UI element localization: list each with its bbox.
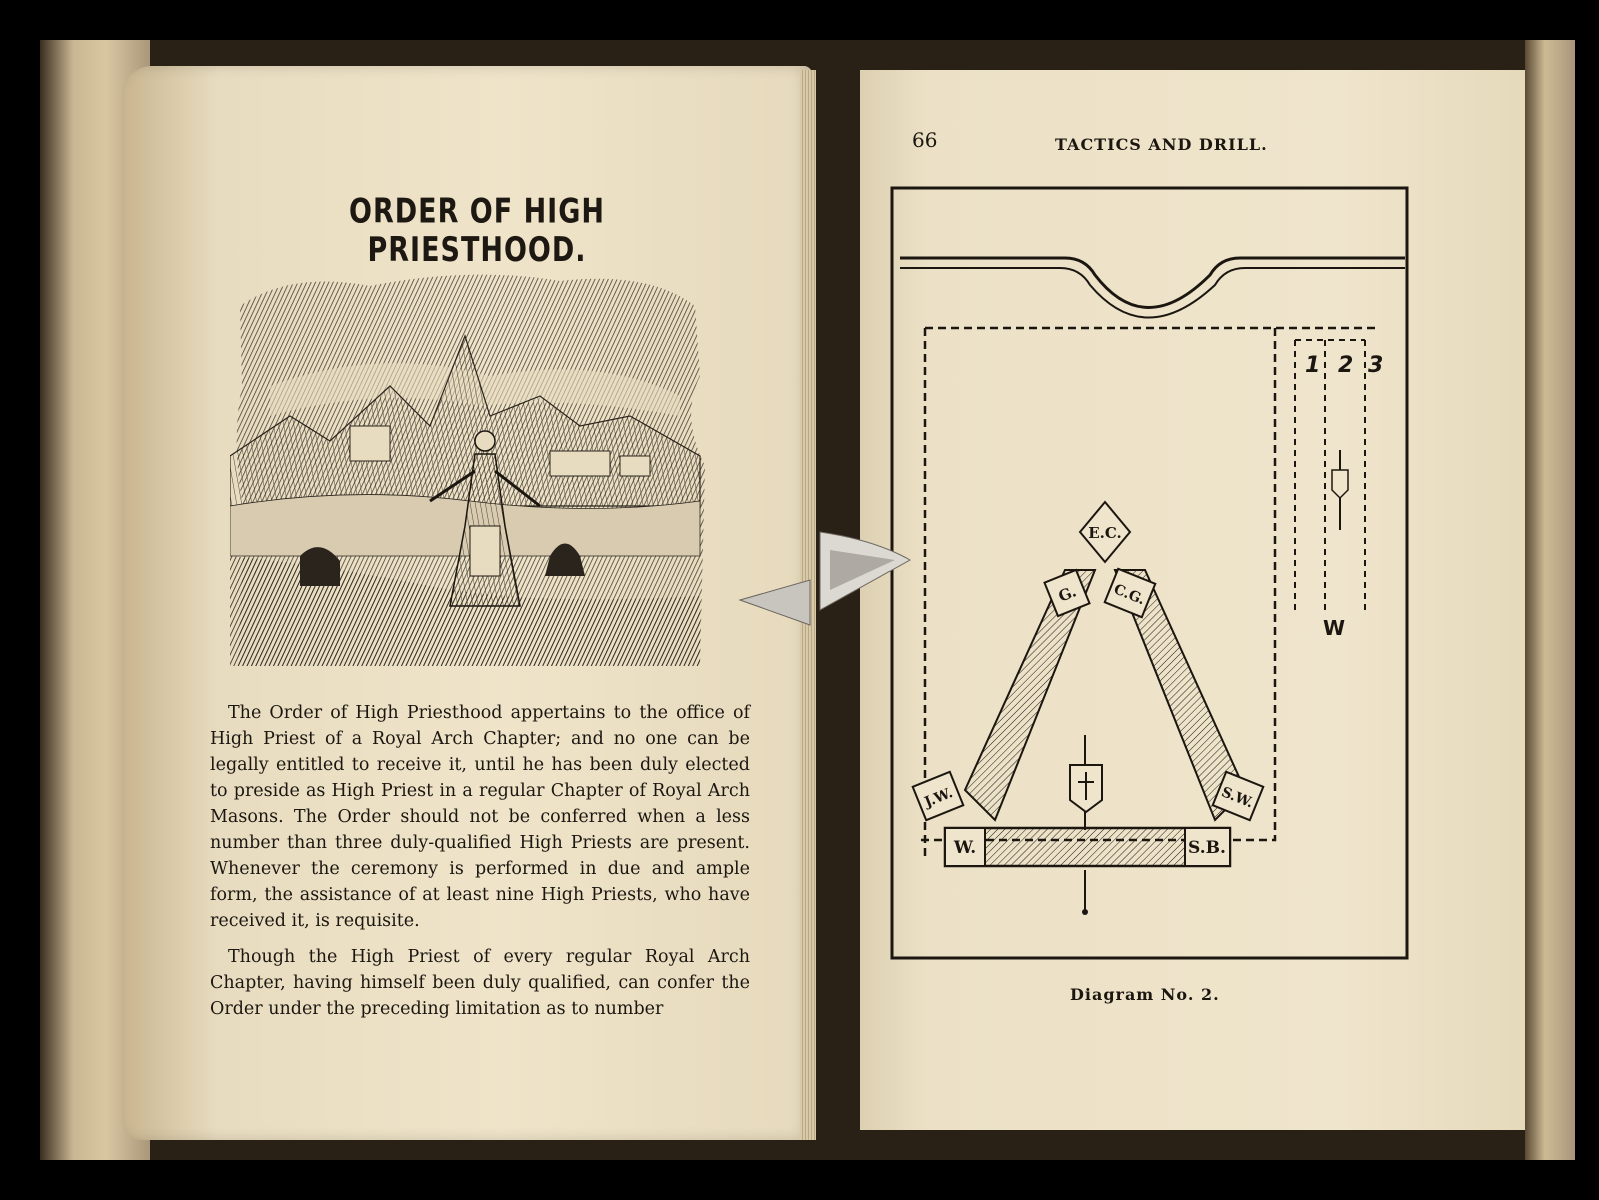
file-number: 1: [1305, 353, 1321, 378]
label-g: G.: [1055, 582, 1079, 606]
label-sb: S.B.: [1188, 838, 1226, 858]
paragraph: The Order of High Priesthood appertains to the office of High Priest of a Royal Arch Chapter; and no one can be legally entitled to receive it, until he has been duly elected to preside as High Priest in a regular Chapter of Royal Arch Masons. The Order should not be conferred when a less number than three duly-qualified High Priests are present. Whenever the ceremony is performed in due and ample form, the assistance of at least nine High Priests, who have received it, is requisite.: [210, 703, 750, 931]
label-jw: J.W.: [922, 785, 956, 811]
diagram-caption: Diagram No. 2.: [1070, 985, 1220, 1004]
body-text: [210, 700, 750, 1032]
file-number: 2: [1338, 353, 1354, 378]
engraving-illustration: [230, 266, 710, 676]
file-number: 3: [1368, 353, 1384, 378]
paragraph: Though the High Priest of every regular Royal Arch Chapter, having himself been duly qualified, can confer the Order under the preceding limitation as to number: [210, 947, 750, 1019]
drill-diagram: [890, 180, 1440, 980]
chapter-title: ORDER OF HIGH PRIESTHOOD.: [349, 192, 605, 270]
label-w: W.: [953, 838, 977, 858]
label-ec: E.C.: [1088, 524, 1122, 542]
bookmark-clip: [735, 530, 915, 640]
right-cover-edge: [1525, 40, 1575, 1160]
file-letter: W: [1323, 616, 1346, 640]
label-cg: C.G.: [1111, 581, 1148, 609]
label-sw: S.W.: [1218, 784, 1256, 812]
running-head: TACTICS AND DRILL.: [1055, 135, 1268, 154]
page-number: 66: [912, 128, 938, 152]
